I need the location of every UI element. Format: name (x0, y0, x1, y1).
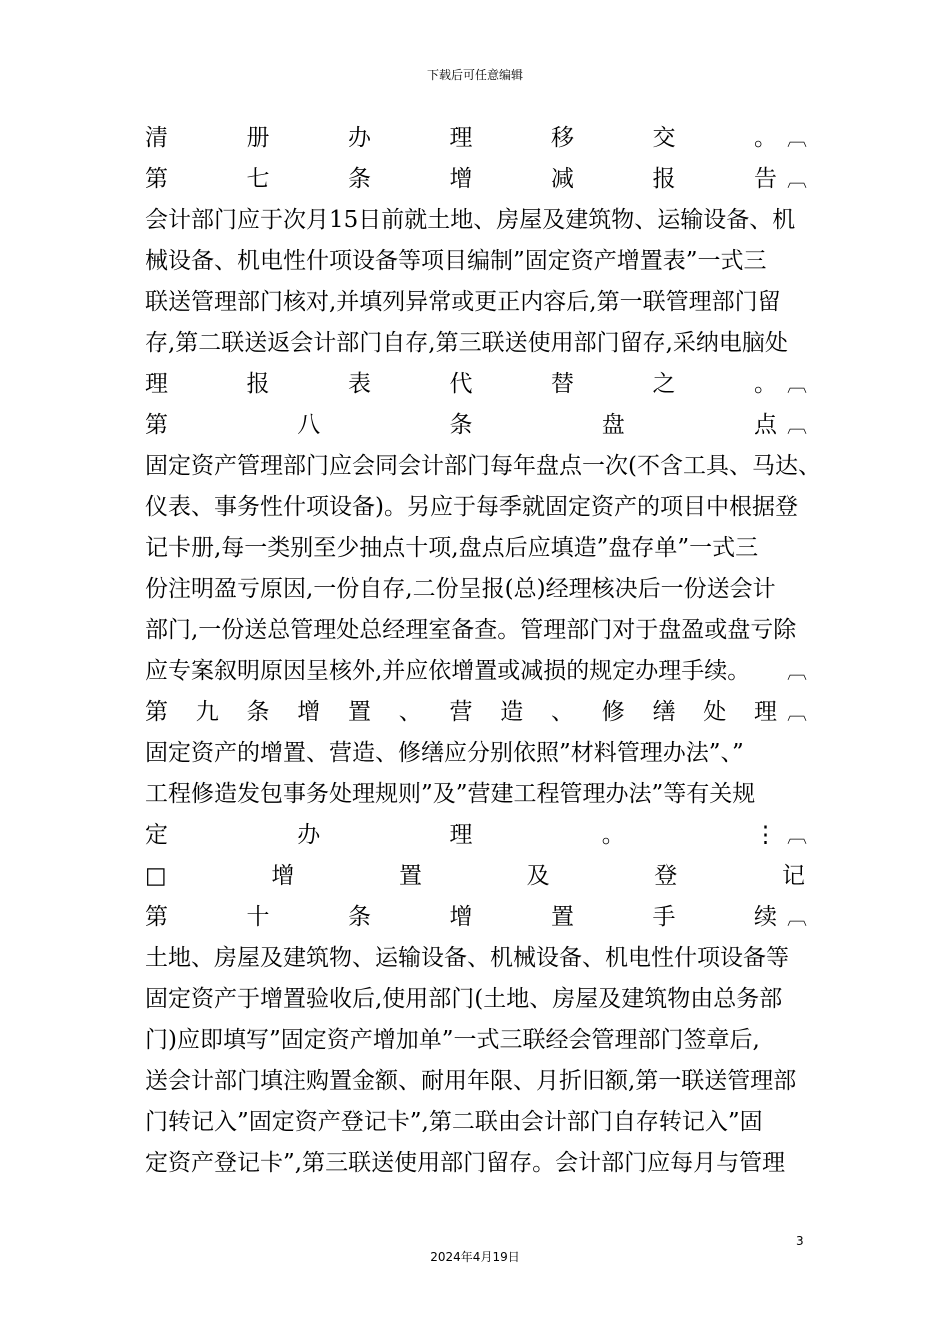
text-char: 九 (195, 699, 219, 725)
text-char: 第 (145, 166, 168, 192)
text-line (145, 118, 805, 159)
text-line (145, 774, 805, 815)
text-char: 、 (551, 699, 574, 725)
text-char: 代 (449, 371, 473, 397)
text-line (145, 1143, 805, 1184)
text-line (145, 1020, 805, 1061)
text-char: 交 (652, 125, 676, 151)
text-line (145, 1061, 805, 1102)
text-line (145, 528, 805, 569)
text-line (145, 487, 805, 528)
text-line (145, 856, 805, 897)
text-line-content: 份注明盈亏原因,一份自存,二份呈报(总)经理核决后一份送会计 (145, 576, 776, 602)
text-char: 登 (654, 863, 678, 889)
paragraph-mark-icon: ︹ (787, 905, 807, 929)
text-char: □ (145, 863, 167, 889)
text-line (145, 979, 805, 1020)
text-line (145, 323, 805, 364)
text-line-content: 部门,一份送总管理处总经理室备查。管理部门对于盘盈或盘亏除 (145, 617, 797, 643)
text-line-content: 固定资产的增置、营造、修缮应分别依照”材料管理办法”、” (145, 740, 744, 766)
text-line-content: 固定资产管理部门应会同会计部门每年盘点一次(不含工具、马达、 (145, 453, 821, 479)
text-char: 。 (754, 125, 777, 151)
text-line (145, 159, 805, 200)
text-line-content: 门)应即填写”固定资产增加单”一式三联经会管理部门签章后, (145, 1027, 760, 1053)
text-char: 办 (348, 125, 371, 151)
text-char: 。 (754, 371, 777, 397)
text-char: 八 (297, 412, 321, 438)
page-header: 下载后可任意编辑 (426, 68, 523, 82)
text-char: 报 (652, 166, 676, 192)
text-char: 报 (246, 371, 270, 397)
text-line (145, 692, 805, 733)
text-line (145, 569, 805, 610)
page-footer-date: 2024年4月19日 (430, 1250, 520, 1264)
text-line (145, 1102, 805, 1143)
text-char: 定 (145, 822, 168, 848)
text-char: 七 (246, 166, 270, 192)
text-char: 替 (551, 371, 574, 397)
text-line (145, 733, 805, 774)
text-line-content: 记卡册,每一类别至少抽点十项,盘点后应填造”盘存单”一式三 (145, 535, 759, 561)
text-line (145, 200, 805, 241)
text-char: 理 (145, 371, 168, 397)
text-char: 手 (652, 904, 676, 930)
text-char: 减 (551, 166, 574, 192)
text-char: 置 (551, 904, 574, 930)
text-line (145, 651, 805, 692)
text-char: 增 (271, 863, 295, 889)
text-char: 缮 (652, 699, 676, 725)
text-char: 条 (246, 699, 270, 725)
text-char: 办 (297, 822, 321, 848)
text-char: 、 (398, 699, 422, 725)
page-number: 3 (796, 1234, 804, 1248)
text-char: 移 (551, 125, 574, 151)
text-line-content: 应专案叙明原因呈核外,并应依增置或减损的规定办理手续。 (145, 658, 751, 684)
text-char: ⋮ (754, 822, 777, 848)
text-char: 十 (246, 904, 270, 930)
text-line (145, 405, 805, 446)
paragraph-mark-icon: ︹ (787, 413, 807, 437)
text-char: 第 (145, 904, 168, 930)
text-line (145, 938, 805, 979)
text-line-content: 仪表、事务性什项设备)。另应于每季就固定资产的项目中根据登 (145, 494, 798, 520)
text-char: 置 (348, 699, 371, 725)
paragraph-mark-icon: ︹ (787, 126, 807, 150)
text-char: 条 (348, 904, 371, 930)
text-line-content: 械设备、机电性什项设备等项目编制”固定资产增置表”一式三 (145, 248, 767, 274)
text-line-content: 门转记入”固定资产登记卡”,第二联由会计部门自存转记入”固 (145, 1109, 763, 1135)
text-char: 册 (246, 125, 270, 151)
text-line (145, 815, 805, 856)
text-char: 理 (754, 699, 777, 725)
paragraph-mark-icon: ︹ (787, 823, 807, 847)
paragraph-mark-icon: ︹ (787, 659, 807, 683)
text-char: 表 (348, 371, 371, 397)
text-char: 置 (399, 863, 423, 889)
text-line-content: 固定资产于增置验收后,使用部门(土地、房屋及建筑物由总务部 (145, 986, 783, 1012)
text-line (145, 241, 805, 282)
text-char: 修 (601, 699, 625, 725)
text-char: 及 (526, 863, 550, 889)
text-line-content: 送会计部门填注购置金额、耐用年限、月折旧额,第一联送管理部 (145, 1068, 797, 1094)
text-char: 增 (449, 904, 473, 930)
text-char: 告 (754, 166, 777, 192)
text-char: 第 (145, 699, 168, 725)
text-char: 盘 (601, 412, 625, 438)
text-char: 之 (652, 371, 676, 397)
text-line-content: 土地、房屋及建筑物、运输设备、机械设备、机电性什项设备等 (145, 945, 789, 971)
text-char: 清 (145, 125, 168, 151)
text-char: 营 (449, 699, 473, 725)
text-char: 处 (703, 699, 727, 725)
text-line-content: 定资产登记卡”,第三联送使用部门留存。会计部门应每月与管理 (145, 1150, 786, 1176)
text-line-content: 联送管理部门核对,并填列异常或更正内容后,第一联管理部门留 (145, 289, 781, 315)
text-line (145, 897, 805, 938)
text-char: 。 (601, 822, 625, 848)
text-line (145, 364, 805, 405)
text-char: 点 (754, 412, 777, 438)
paragraph-mark-icon: ︹ (787, 167, 807, 191)
text-line (145, 446, 821, 487)
document-body (145, 118, 821, 1184)
text-line-content: 存,第二联送返会计部门自存,第三联送使用部门留存,采纳电脑处 (145, 330, 788, 356)
text-char: 造 (500, 699, 524, 725)
text-char: 第 (145, 412, 168, 438)
text-char: 条 (348, 166, 371, 192)
text-char: 续 (754, 904, 777, 930)
text-line (145, 282, 805, 323)
text-char: 增 (297, 699, 321, 725)
paragraph-mark-icon: ︹ (787, 700, 807, 724)
text-line-content: 会计部门应于次月15日前就土地、房屋及建筑物、运输设备、机 (145, 207, 796, 233)
text-char: 条 (449, 412, 473, 438)
text-char: 增 (449, 166, 473, 192)
text-line (145, 610, 805, 651)
text-char: 理 (449, 822, 473, 848)
text-char: 记 (781, 863, 805, 889)
paragraph-mark-icon: ︹ (787, 372, 807, 396)
text-line-content: 工程修造发包事务处理规则”及”营建工程管理办法”等有关规 (145, 781, 756, 807)
text-char: 理 (449, 125, 473, 151)
